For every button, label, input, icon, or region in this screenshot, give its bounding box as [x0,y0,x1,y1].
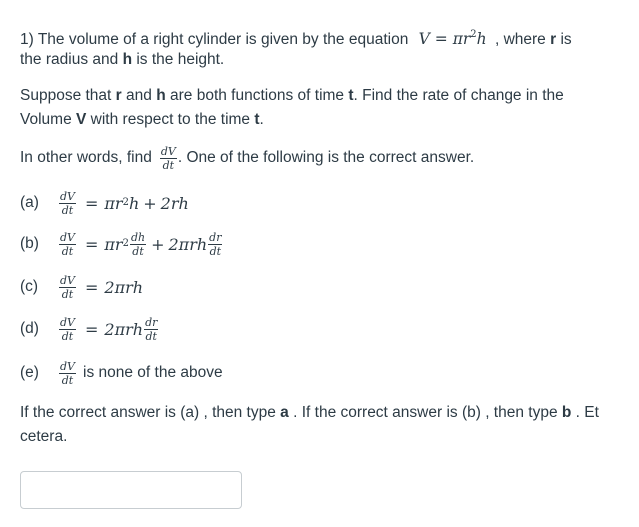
find-text: In other words, find [20,149,152,166]
find-text: . One of the following is the correct answer. [177,149,475,166]
intro-text: the radius and [20,51,119,68]
option-label: (a) [20,194,39,211]
var-r: r [550,31,557,49]
intro-text: is the height. [136,51,225,68]
instructions-text: cetera. [20,428,68,445]
option-e-text: is none of the above [83,364,223,381]
var-r: r [115,87,122,104]
intro-text: is [560,31,572,49]
option-c [20,272,143,302]
instructions-line-1 [20,401,599,425]
question-find-line [20,144,474,172]
option-d [20,314,159,344]
suppose-text: and [126,87,152,104]
var-t: t [348,87,354,104]
option-c-expression: $\frac{dV}{dt}$ = 2πrh [60,273,144,301]
answer-letter-b: b [561,404,572,421]
suppose-text: Volume [20,111,72,128]
answer-input[interactable] [20,471,242,509]
instructions-text: . Et [575,404,599,421]
suppose-text: . Find the rate of change in the [353,87,564,104]
suppose-text: Suppose that [20,87,112,104]
option-e [20,358,223,388]
option-b [20,229,223,259]
var-h: h [156,87,166,104]
question-number: 1) [20,31,34,49]
option-label: (e) [20,364,39,381]
volume-equation: $V = \pi r^2h$ [418,29,487,49]
instructions-text: . If the correct answer is (b) , then type [293,404,558,421]
intro-text: The volume of a right cylinder is given by the equation [37,31,409,49]
suppose-text: with respect to the time [90,111,251,128]
option-label: (c) [20,278,39,295]
option-a-expression: $\frac{dV}{dt}$ = πr $^2$ h + 2rh [60,189,189,217]
option-a [20,188,189,218]
suppose-text: are both functions of time [170,87,345,104]
option-label: (d) [20,320,39,337]
var-t: t [254,111,260,128]
answer-letter-a: a [280,404,289,421]
option-label: (b) [20,235,39,252]
option-b-expression: $\frac{dV}{dt}$ = πr $^2$ $\frac{dh}{dt}$ + 2πrh $\frac{dr}{dt}$ [60,230,222,258]
var-h: h [122,51,133,68]
option-d-expression: $\frac{dV}{dt}$ = 2πrh $\frac{dr}{dt}$ [60,315,158,343]
suppose-text: . [259,111,264,128]
instructions-text: If the correct answer is (a) , then type [20,404,276,421]
question-intro-line-2 [20,48,224,72]
question-suppose-line-1 [20,84,564,108]
var-V: V [76,111,87,128]
intro-text: , where [494,31,546,49]
instructions-line-2 [20,425,67,449]
question-suppose-line-2 [20,108,264,132]
option-e-expression: $\frac{dV}{dt}$ is none of the above [60,359,223,387]
dV-dt-fraction: $\frac{dV}{dt}$ [160,144,176,172]
